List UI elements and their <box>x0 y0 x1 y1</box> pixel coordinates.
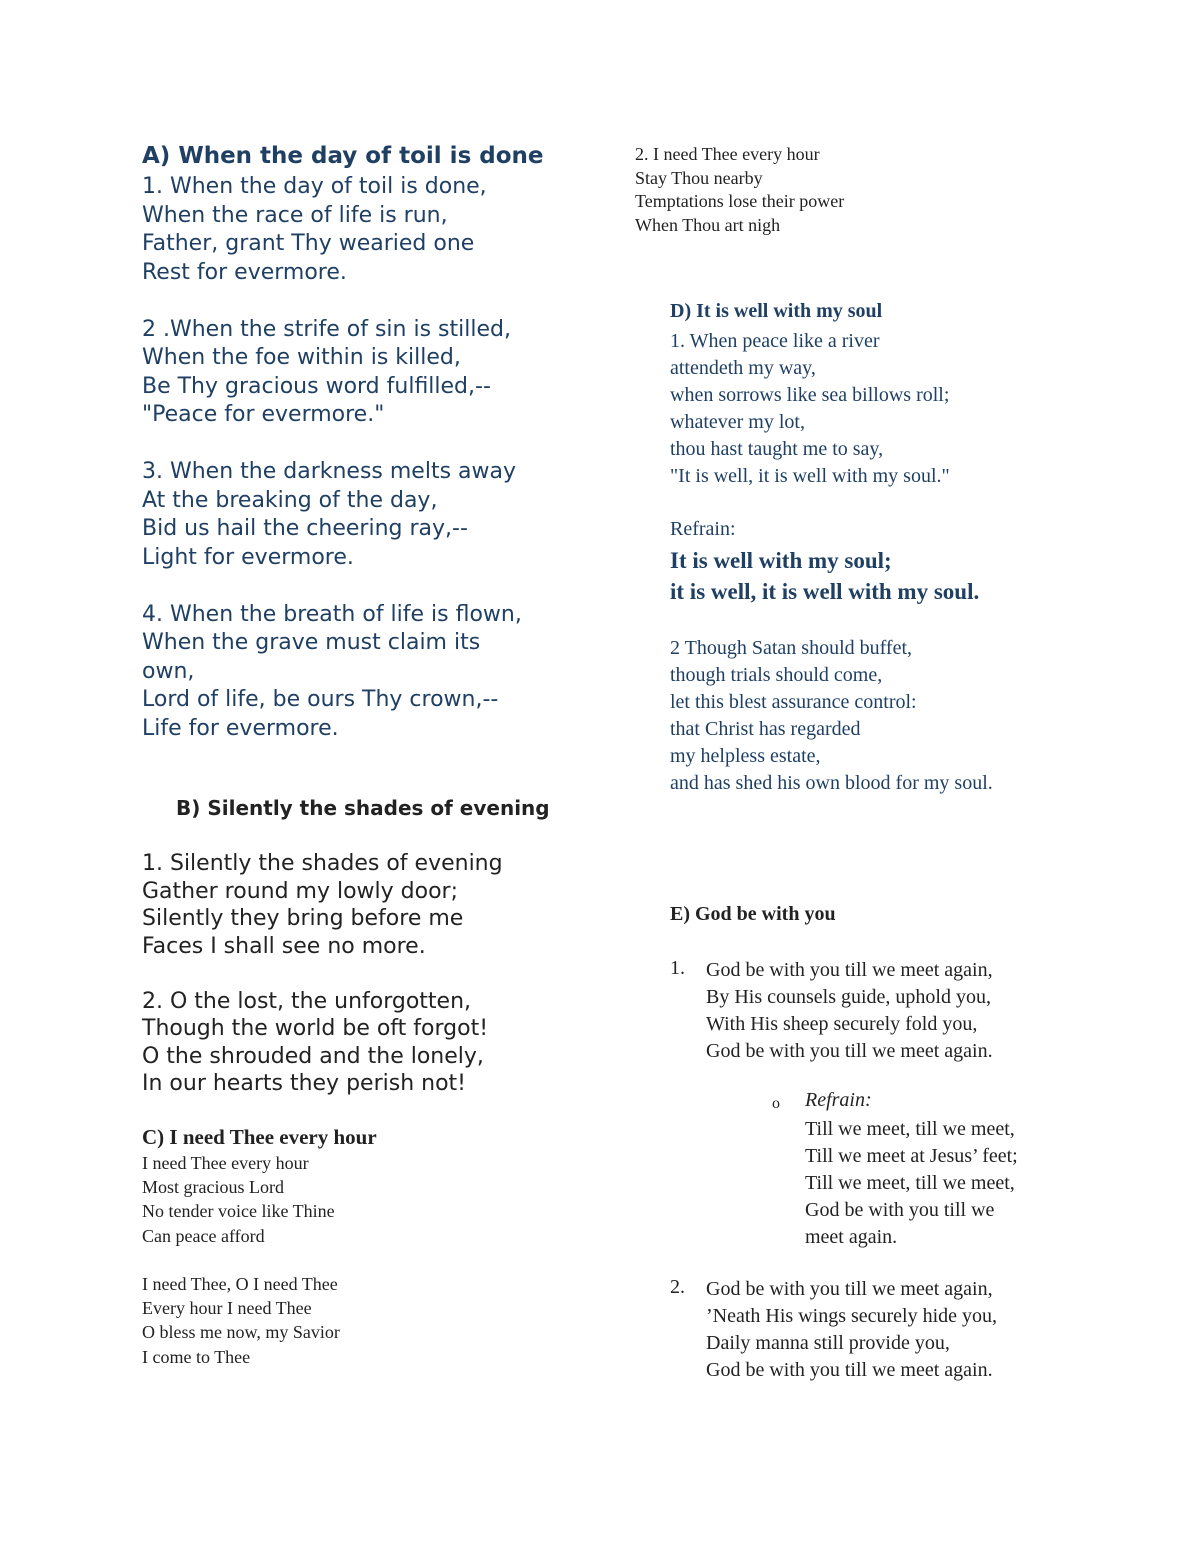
section-b-lyrics <box>142 850 503 1098</box>
lyric-line: Life for evermore. <box>142 715 339 741</box>
lyric-line: 4. When the breath of life is flown, <box>142 601 522 627</box>
section-b-title: B) Silently the shades of evening <box>176 796 550 820</box>
section-d-verse-1 <box>670 328 950 490</box>
section-d-refrain-label: Refrain: <box>670 518 736 540</box>
lyric-line: When the race of life is run, <box>142 202 448 228</box>
section-e-verse-2-number: 2. <box>670 1276 685 1298</box>
lyric-line: Stay Thou nearby <box>635 167 763 188</box>
lyric-line: Gather round my lowly door; <box>142 878 459 904</box>
lyric-line: and has shed his own blood for my soul. <box>670 772 993 794</box>
lyric-line: let this blest assurance control: <box>670 691 917 713</box>
lyric-line: 1. When peace like a river <box>670 330 880 352</box>
lyric-line: that Christ has regarded <box>670 718 861 740</box>
lyric-line: Faces I shall see no more. <box>142 933 426 959</box>
lyric-line: Be Thy gracious word fulfilled,-- <box>142 373 491 399</box>
lyric-line: Bid us hail the cheering ray,-- <box>142 516 468 541</box>
lyric-line: Silently they bring before me <box>142 906 464 931</box>
lyric-line: when sorrows like sea billows roll; <box>670 384 950 406</box>
section-c-verse-2 <box>635 143 844 237</box>
lyric-line: Rest for evermore. <box>142 259 347 285</box>
lyric-line: Light for evermore. <box>142 544 354 570</box>
lyric-line: Every hour I need Thee <box>142 1298 312 1319</box>
lyric-line: "Peace for evermore." <box>142 402 385 427</box>
lyric-line: whatever my lot, <box>670 411 805 433</box>
lyric-line: God be with you till we meet again. <box>706 1359 993 1381</box>
lyric-line: When Thou art nigh <box>635 214 781 235</box>
lyric-line: I need Thee, O I need Thee <box>142 1274 338 1295</box>
lyric-line: ’Neath His wings securely hide you, <box>706 1305 998 1327</box>
section-d-verse-2 <box>670 635 993 797</box>
section-a-lyrics <box>142 173 522 743</box>
lyric-line: 2. O the lost, the unforgotten, <box>142 988 472 1014</box>
lyric-line: Till we meet at Jesus’ feet; <box>805 1145 1018 1167</box>
lyric-line: Lord of life, be ours Thy crown,-- <box>142 687 499 712</box>
section-e-verse-1-number: 1. <box>670 957 685 979</box>
lyric-line: Though the world be oft forgot! <box>142 1016 489 1041</box>
lyric-line: God be with you till we <box>805 1199 995 1221</box>
section-d-title: D) It is well with my soul <box>670 300 883 322</box>
section-e-refrain <box>805 1116 1018 1251</box>
lyric-line: By His counsels guide, uphold you, <box>706 986 991 1008</box>
lyric-line: When the grave must claim its <box>142 630 481 655</box>
stanza-break <box>142 430 522 459</box>
lyric-line: God be with you till we meet again, <box>706 1278 993 1300</box>
lyric-line: No tender voice like Thine <box>142 1201 335 1222</box>
section-c-title: C) I need Thee every hour <box>142 1125 377 1149</box>
lyric-line: When the foe within is killed, <box>142 345 461 370</box>
stanza-break <box>142 960 503 988</box>
lyric-line: it is well, it is well with my soul. <box>670 579 980 604</box>
lyric-line: In our hearts they perish not! <box>142 1071 466 1096</box>
lyric-line: God be with you till we meet again, <box>706 959 993 981</box>
stanza-break <box>142 287 522 316</box>
stanza-break <box>142 1248 340 1272</box>
lyric-line: meet again. <box>805 1226 898 1248</box>
stanza-break <box>142 572 522 601</box>
lyric-line: I come to Thee <box>142 1346 251 1367</box>
section-d-refrain <box>670 545 979 607</box>
lyric-line: 1. When the day of toil is done, <box>142 174 487 199</box>
lyric-line: Till we meet, till we meet, <box>805 1172 1015 1194</box>
section-e-verse-1 <box>706 957 993 1065</box>
lyric-line: "It is well, it is well with my soul." <box>670 465 950 487</box>
lyric-line: 3. When the darkness melts away <box>142 459 517 484</box>
lyric-line: Temptations lose their power <box>635 191 845 211</box>
lyric-line: thou hast taught me to say, <box>670 438 884 460</box>
lyric-line: At the breaking of the day, <box>142 487 438 513</box>
lyric-line: God be with you till we meet again. <box>706 1040 993 1062</box>
lyric-line: Daily manna still provide you, <box>706 1332 950 1354</box>
lyric-line: 1. Silently the shades of evening <box>142 851 503 876</box>
lyric-line: my helpless estate, <box>670 745 821 767</box>
section-e-title: E) God be with you <box>670 903 836 925</box>
refrain-bullet-icon: o <box>772 1095 780 1112</box>
lyric-line: Can peace afford <box>142 1225 265 1246</box>
lyric-line: own, <box>142 658 195 684</box>
lyric-line: 2. I need Thee every hour <box>635 144 820 164</box>
section-a-title: A) When the day of toil is done <box>142 143 544 169</box>
lyric-line: O the shrouded and the lonely, <box>142 1043 484 1069</box>
lyric-line: though trials should come, <box>670 664 883 686</box>
lyric-line: attendeth my way, <box>670 357 816 379</box>
lyric-line: Most gracious Lord <box>142 1177 284 1198</box>
section-e-verse-2 <box>706 1276 997 1384</box>
lyric-line: It is well with my soul; <box>670 548 892 573</box>
lyric-line: With His sheep securely fold you, <box>706 1013 978 1035</box>
lyric-line: 2 .When the strife of sin is stilled, <box>142 316 511 342</box>
lyric-line: Father, grant Thy wearied one <box>142 231 475 256</box>
lyric-line: O bless me now, my Savior <box>142 1322 340 1343</box>
lyric-line: I need Thee every hour <box>142 1153 309 1173</box>
section-e-refrain-label: Refrain: <box>805 1089 872 1111</box>
lyric-line: 2 Though Satan should buffet, <box>670 637 913 659</box>
lyric-line: Till we meet, till we meet, <box>805 1118 1015 1140</box>
section-c-lyrics <box>142 1151 340 1369</box>
